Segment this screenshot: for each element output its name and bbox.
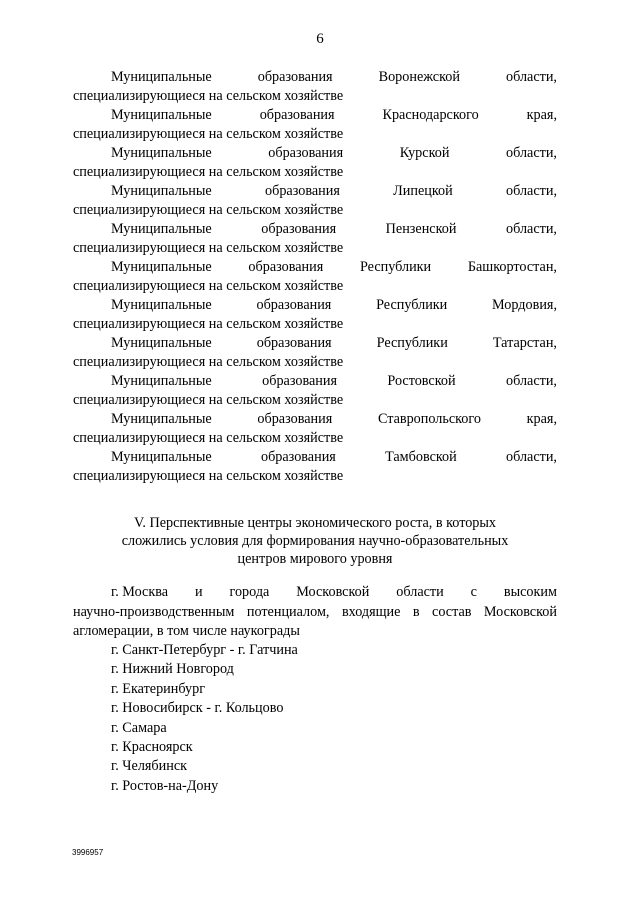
city-item: г. Екатеринбург — [111, 680, 206, 697]
entry-first-line — [73, 334, 557, 353]
municipal-entry — [73, 448, 557, 486]
entry-word: образования — [262, 373, 337, 389]
intro-line — [73, 603, 557, 623]
entry-region: Пензенской — [385, 221, 457, 237]
entry-second-line: специализирующиеся на сельском хозяйстве — [73, 202, 344, 218]
municipal-entry — [73, 68, 557, 106]
municipal-entry — [73, 106, 557, 144]
intro-word: высоким — [503, 584, 557, 600]
intro-line — [73, 583, 557, 603]
entry-word: Муниципальные — [111, 411, 212, 427]
municipal-entry — [73, 334, 557, 372]
entry-region: Липецкой — [393, 183, 453, 199]
city-item: г. Нижний Новгород — [111, 661, 234, 678]
entry-word: образования — [248, 259, 324, 275]
entry-word: Муниципальные — [111, 221, 212, 237]
entry-first-line — [73, 68, 557, 87]
entry-word: Муниципальные — [111, 259, 212, 275]
entry-region-type: Татарстан, — [492, 335, 557, 351]
municipal-entry — [73, 410, 557, 448]
page-number: 6 — [316, 31, 324, 47]
entry-first-line — [73, 144, 557, 163]
entry-word: образования — [256, 297, 332, 313]
entry-region: Воронежской — [378, 69, 460, 85]
municipal-entries-list — [73, 68, 557, 486]
entry-region-type: Мордовия, — [492, 297, 557, 313]
city-item: г. Новосибирск - г. Кольцово — [111, 700, 284, 717]
entry-word: Муниципальные — [111, 107, 212, 123]
entry-first-line — [73, 220, 557, 239]
intro-word: в — [412, 603, 420, 620]
entry-word: образования — [257, 69, 333, 85]
entry-region-type: Башкортостан, — [467, 259, 557, 275]
entry-region: Республики — [376, 297, 448, 313]
entry-first-line — [73, 182, 557, 201]
entry-region: Тамбовской — [385, 449, 457, 465]
city-item: г. Челябинск — [111, 758, 188, 775]
entry-region-type: края, — [526, 411, 557, 427]
entry-second-line: специализирующиеся на сельском хозяйстве — [73, 278, 344, 294]
entry-word: Муниципальные — [111, 69, 212, 85]
entry-word: образования — [261, 221, 337, 237]
entry-region: Курской — [399, 145, 450, 161]
city-list — [111, 641, 298, 796]
entry-word: образования — [265, 183, 340, 199]
intro-word: Московской — [483, 603, 557, 620]
intro-line: агломерации, в том числе наукограды — [73, 623, 300, 639]
city-item: г. Красноярск — [111, 739, 193, 756]
entry-word: образования — [260, 449, 336, 465]
section-heading-line: центров мирового уровня — [237, 551, 393, 567]
section-heading-line: V. Перспективные центры экономического роста, в которых — [133, 515, 497, 531]
intro-word: области — [396, 584, 444, 600]
city-item: г. Санкт-Петербург - г. Гатчина — [111, 642, 298, 658]
entry-second-line: специализирующиеся на сельском хозяйстве — [73, 316, 344, 332]
entry-second-line: специализирующиеся на сельском хозяйстве — [73, 88, 344, 104]
entry-region-type: края, — [526, 107, 557, 123]
entry-second-line: специализирующиеся на сельском хозяйстве — [73, 126, 344, 142]
entry-first-line — [73, 448, 557, 467]
entry-word: образования — [268, 145, 344, 161]
entry-second-line: специализирующиеся на сельском хозяйстве — [73, 430, 344, 446]
entry-second-line: специализирующиеся на сельском хозяйстве — [73, 164, 344, 180]
entry-word: Муниципальные — [111, 449, 212, 465]
entry-region-type: области, — [506, 183, 557, 199]
municipal-entry — [73, 144, 557, 182]
section-heading — [73, 514, 557, 568]
entry-word: образования — [256, 335, 332, 351]
entry-first-line — [73, 410, 557, 429]
municipal-entry — [73, 258, 557, 296]
intro-word: состав — [432, 603, 472, 620]
entry-word: Муниципальные — [111, 297, 212, 313]
entry-first-line — [73, 106, 557, 125]
intro-word: Московской — [296, 584, 370, 600]
intro-word: г. Москва — [111, 584, 169, 600]
city-item: г. Самара — [111, 719, 167, 736]
municipal-entry — [73, 372, 557, 410]
entry-word: Муниципальные — [111, 183, 212, 199]
document-code: 3996957 — [72, 848, 104, 857]
municipal-entry — [73, 182, 557, 220]
entry-region: Ставропольского — [377, 411, 481, 427]
entry-region-type: области, — [506, 221, 557, 237]
intro-word: города — [229, 584, 270, 600]
entry-first-line — [73, 296, 557, 315]
entry-second-line: специализирующиеся на сельском хозяйстве — [73, 240, 344, 256]
intro-word: потенциалом, — [246, 603, 330, 620]
entry-first-line — [73, 372, 557, 391]
entry-region-type: области, — [506, 145, 557, 161]
entry-word: образования — [257, 411, 333, 427]
entry-region-type: области, — [506, 69, 557, 85]
entry-region: Ростовской — [387, 373, 456, 389]
entry-word: Муниципальные — [111, 373, 212, 389]
section-heading-line: сложились условия для формирования научно-образовательных — [121, 533, 509, 549]
intro-word: научно-производственным — [73, 603, 235, 620]
entry-region: Республики — [359, 259, 432, 275]
intro-word: с — [470, 584, 477, 600]
entry-second-line: специализирующиеся на сельском хозяйстве — [73, 354, 344, 370]
section-intro-paragraph — [73, 583, 557, 642]
entry-region-type: области, — [506, 373, 557, 389]
intro-word: входящие — [341, 603, 401, 620]
intro-word: и — [194, 584, 203, 600]
entry-region: Республики — [376, 335, 448, 351]
entry-first-line — [73, 258, 557, 277]
entry-second-line: специализирующиеся на сельском хозяйстве — [73, 468, 344, 484]
entry-region: Краснодарского — [382, 107, 479, 123]
municipal-entry — [73, 296, 557, 334]
entry-region-type: области, — [505, 449, 557, 465]
entry-second-line: специализирующиеся на сельском хозяйстве — [73, 392, 344, 408]
municipal-entry — [73, 220, 557, 258]
entry-word: Муниципальные — [111, 335, 212, 351]
entry-word: образования — [259, 107, 335, 123]
entry-word: Муниципальные — [111, 145, 212, 161]
city-item: г. Ростов-на-Дону — [111, 777, 219, 794]
